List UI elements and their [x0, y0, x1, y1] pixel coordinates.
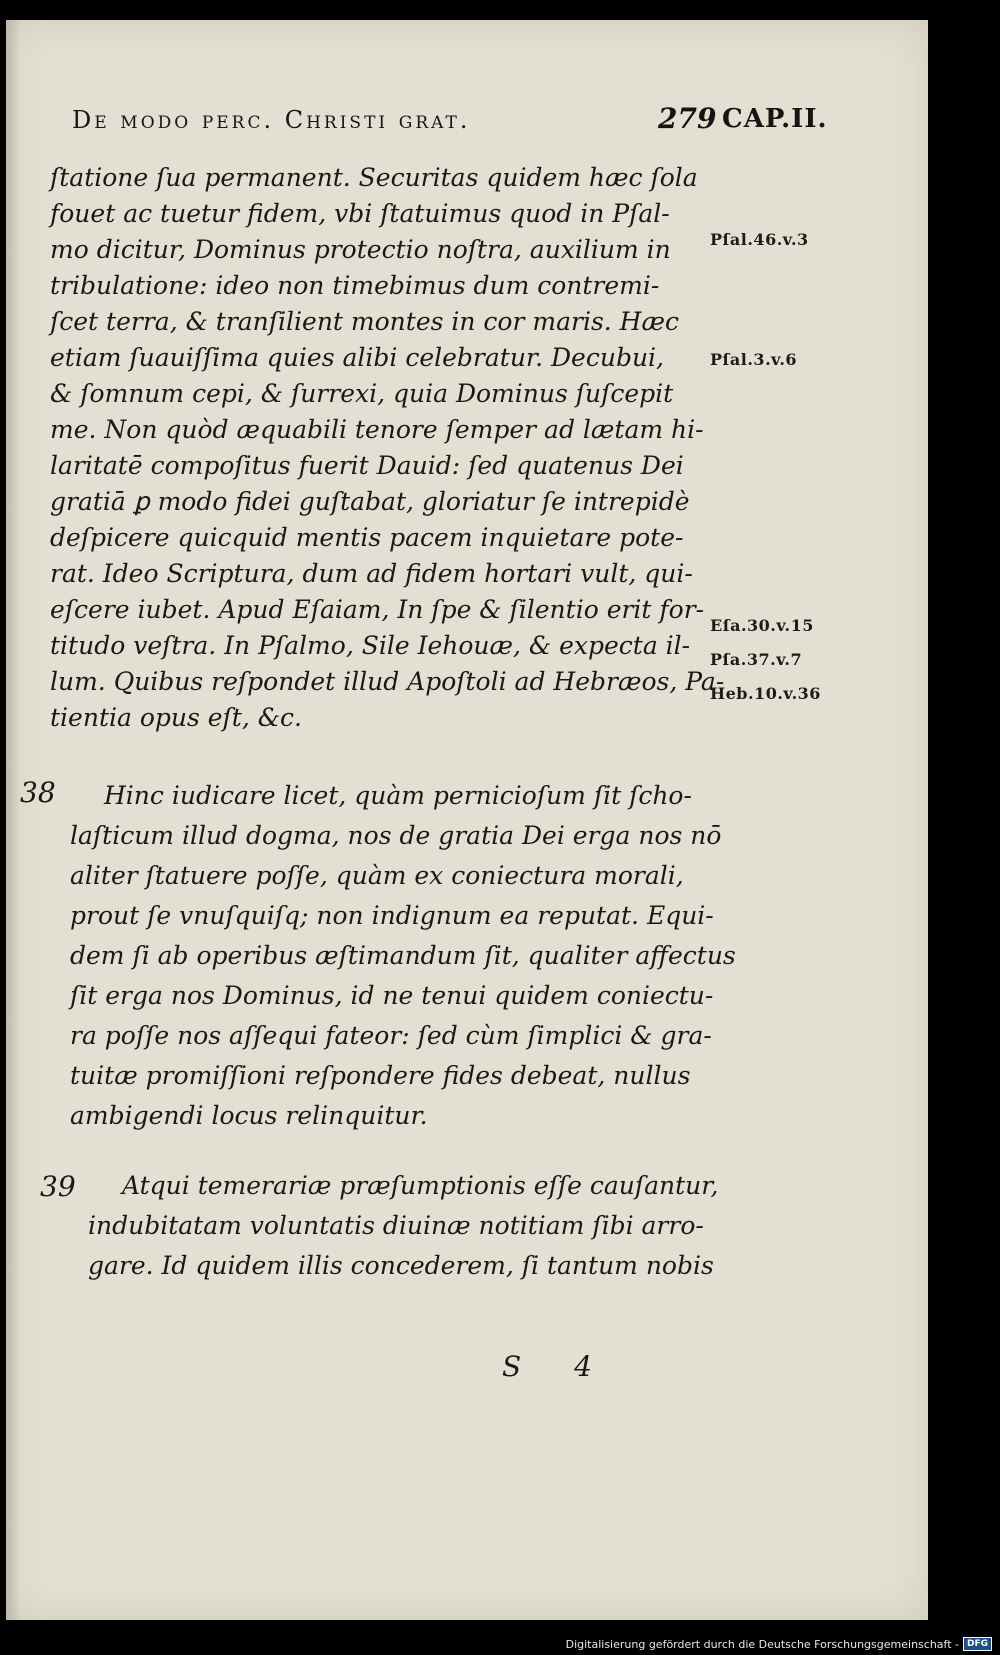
text-line: & ſomnum cepi, & ſurrexi, quia Dominus ſuſcepit	[50, 379, 674, 408]
book-page	[6, 20, 928, 1620]
text-line: ambigendi locus relinquitur.	[70, 1101, 428, 1130]
marginal-note: Heb.10.v.36	[710, 684, 821, 703]
text-line: me. Non quòd æquabili tenore ſemper ad lætam hi-	[50, 415, 704, 444]
text-line: laſticum illud dogma, nos de gratia Dei erga nos nō	[70, 821, 722, 850]
page-number: 279	[658, 102, 717, 135]
text-line: ra poſſe nos aſſequi fateor: ſed cùm ſimplici & gra-	[70, 1021, 712, 1050]
marginal-note: Pſal.3.v.6	[710, 350, 798, 369]
dfg-logo: DFG	[963, 1637, 992, 1651]
text-line: gare. Id quidem illis concederem, ſi tantum nobis	[88, 1251, 714, 1280]
text-line: fouet ac tuetur fidem, vbi ſtatuimus quod in Pſal-	[50, 199, 670, 228]
text-line: indubitatam voluntatis diuinæ notitiam ſibi arro-	[88, 1211, 704, 1240]
text-line: ſit erga nos Dominus, id ne tenui quidem coniectu-	[70, 981, 714, 1010]
marginal-note: Pſa.37.v.7	[710, 650, 803, 669]
text-line: prout ſe vnuſquiſq; non indignum ea reputat. Equi-	[70, 901, 714, 930]
text-line: gratiā ꝑ modo fidei guſtabat, gloriatur ſe intrepidè	[50, 487, 690, 516]
digitization-footer	[566, 1637, 992, 1651]
text-line: tientia opus eſt, &c.	[50, 703, 302, 732]
chapter-label: CAP.II.	[722, 104, 828, 134]
paragraph-number: 38	[20, 776, 56, 809]
text-line: ſtatione ſua permanent. Securitas quidem hæc ſola	[50, 163, 698, 192]
running-title: De modo perc. Christi grat.	[72, 106, 471, 134]
text-line: lum. Quibus reſpondet illud Apoſtoli ad Hebræos, Pa-	[50, 667, 725, 696]
paragraph-number: 39	[40, 1170, 76, 1203]
text-line: Hinc iudicare licet, quàm pernicioſum ſit ſcho-	[104, 781, 692, 810]
text-line: Atqui temerariæ præſumptionis eſſe cauſantur,	[122, 1171, 719, 1200]
marginal-note: Pſal.46.v.3	[710, 230, 809, 249]
text-line: ſcet terra, & tranſilient montes in cor maris. Hæc	[50, 307, 679, 336]
footer-text: Digitalisierung gefördert durch die Deutsche Forschungsgemeinschaft -	[565, 1637, 959, 1651]
text-line: aliter ſtatuere poſſe, quàm ex coniectura morali,	[70, 861, 684, 890]
text-line: dem ſi ab operibus æſtimandum ſit, qualiter affectus	[70, 941, 736, 970]
signature-mark: S 4	[502, 1350, 614, 1383]
text-line: tribulatione: ideo non timebimus dum contremi-	[50, 271, 660, 300]
text-line: laritatē compoſitus fuerit Dauid: ſed quatenus Dei	[50, 451, 684, 480]
text-line: etiam ſuauiſſima quies alibi celebratur. Decubui,	[50, 343, 665, 372]
text-line: deſpicere quicquid mentis pacem inquietare pote-	[50, 523, 684, 552]
text-line: tuitæ promiſſioni reſpondere fides debeat, nullus	[70, 1061, 691, 1090]
text-line: eſcere iubet. Apud Eſaiam, In ſpe & ſilentio erit for-	[50, 595, 705, 624]
text-line: mo dicitur, Dominus protectio noſtra, auxilium in	[50, 235, 671, 264]
text-line: titudo veſtra. In Pſalmo, Sile Iehouæ, & expecta il-	[50, 631, 691, 660]
marginal-note: Eſa.30.v.15	[710, 616, 814, 635]
text-line: rat. Ideo Scriptura, dum ad fidem hortari vult, qui-	[50, 559, 693, 588]
running-header	[62, 98, 888, 138]
